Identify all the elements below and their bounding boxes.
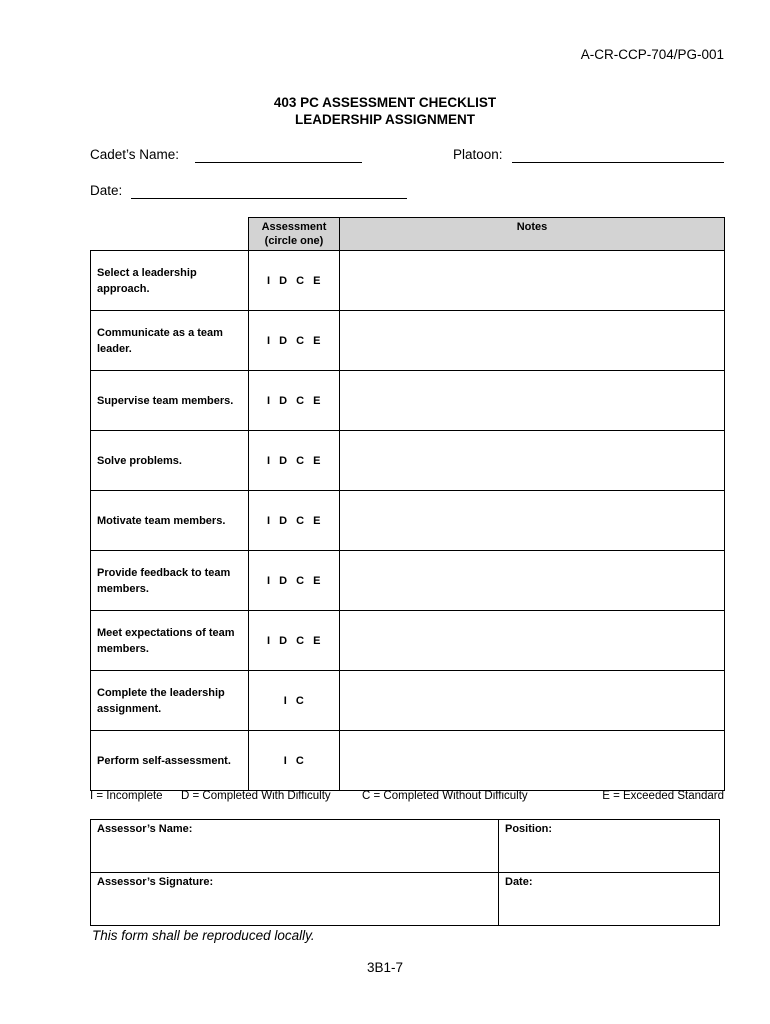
legend-completed-with-difficulty: D = Completed With Difficulty — [181, 790, 331, 802]
position-label: Position: — [505, 823, 553, 835]
assessor-signature-label: Assessor’s Signature: — [97, 876, 214, 888]
assessor-date-label: Date: — [505, 876, 533, 888]
notes-column-header: Notes — [340, 218, 725, 251]
legend-exceeded-standard: E = Exceeded Standard — [602, 790, 724, 802]
rating-options[interactable]: I C — [249, 731, 340, 791]
task-label: Select a leadership approach. — [91, 251, 249, 311]
rating-options[interactable]: I D C E — [249, 431, 340, 491]
assessment-header-line-2: (circle one) — [264, 235, 324, 247]
rating-options[interactable]: I D C E — [249, 551, 340, 611]
table-row — [91, 551, 725, 611]
assessor-signature-field[interactable] — [91, 873, 499, 926]
assessor-date-field[interactable] — [499, 873, 720, 926]
table-row — [91, 431, 725, 491]
platoon-label: Platoon: — [453, 147, 503, 162]
task-label: Complete the leadership assignment. — [91, 671, 249, 731]
page-number: 3B1-7 — [366, 960, 404, 975]
task-label: Provide feedback to team members. — [91, 551, 249, 611]
assessor-row — [91, 873, 720, 926]
assessor-row — [91, 820, 720, 873]
task-label: Perform self-assessment. — [91, 731, 249, 791]
assessment-header-line-1: Assessment — [261, 221, 327, 233]
reproduction-note: This form shall be reproduced locally. — [92, 928, 315, 943]
notes-cell[interactable] — [340, 671, 725, 731]
form-title — [0, 94, 770, 128]
rating-options[interactable]: I D C E — [249, 251, 340, 311]
rating-legend — [90, 790, 724, 806]
rating-options[interactable]: I C — [249, 671, 340, 731]
table-row — [91, 491, 725, 551]
rating-options[interactable]: I D C E — [249, 491, 340, 551]
table-row — [91, 731, 725, 791]
task-label: Motivate team members. — [91, 491, 249, 551]
assessment-column-header — [249, 218, 340, 251]
table-row — [91, 671, 725, 731]
table-row — [91, 611, 725, 671]
assessor-name-label: Assessor’s Name: — [97, 823, 193, 835]
rating-options[interactable]: I D C E — [249, 371, 340, 431]
cadet-name-field[interactable] — [195, 162, 362, 163]
table-row — [91, 251, 725, 311]
document-id: A-CR-CCP-704/PG-001 — [580, 47, 724, 62]
rating-options[interactable]: I D C E — [249, 311, 340, 371]
notes-cell[interactable] — [340, 551, 725, 611]
notes-cell[interactable] — [340, 731, 725, 791]
title-line-2: LEADERSHIP ASSIGNMENT — [294, 112, 476, 127]
notes-cell[interactable] — [340, 491, 725, 551]
title-line-1: 403 PC ASSESSMENT CHECKLIST — [273, 95, 497, 110]
task-label: Supervise team members. — [91, 371, 249, 431]
table-row — [91, 311, 725, 371]
platoon-field[interactable] — [512, 162, 724, 163]
task-label: Solve problems. — [91, 431, 249, 491]
notes-cell[interactable] — [340, 251, 725, 311]
notes-cell[interactable] — [340, 431, 725, 491]
notes-cell[interactable] — [340, 611, 725, 671]
assessor-table — [90, 819, 720, 926]
date-field[interactable] — [131, 198, 407, 199]
notes-cell[interactable] — [340, 371, 725, 431]
task-label: Communicate as a team leader. — [91, 311, 249, 371]
task-label: Meet expectations of team members. — [91, 611, 249, 671]
notes-cell[interactable] — [340, 311, 725, 371]
blank-header-cell — [91, 218, 249, 251]
cadet-name-label: Cadet’s Name: — [90, 147, 180, 162]
date-label: Date: — [90, 183, 123, 198]
legend-incomplete: I = Incomplete — [90, 790, 163, 802]
assessor-name-field[interactable] — [91, 820, 499, 873]
table-row — [91, 371, 725, 431]
assessment-checklist-table — [90, 217, 725, 791]
legend-completed-without-difficulty: C = Completed Without Difficulty — [362, 790, 528, 802]
position-field[interactable] — [499, 820, 720, 873]
rating-options[interactable]: I D C E — [249, 611, 340, 671]
